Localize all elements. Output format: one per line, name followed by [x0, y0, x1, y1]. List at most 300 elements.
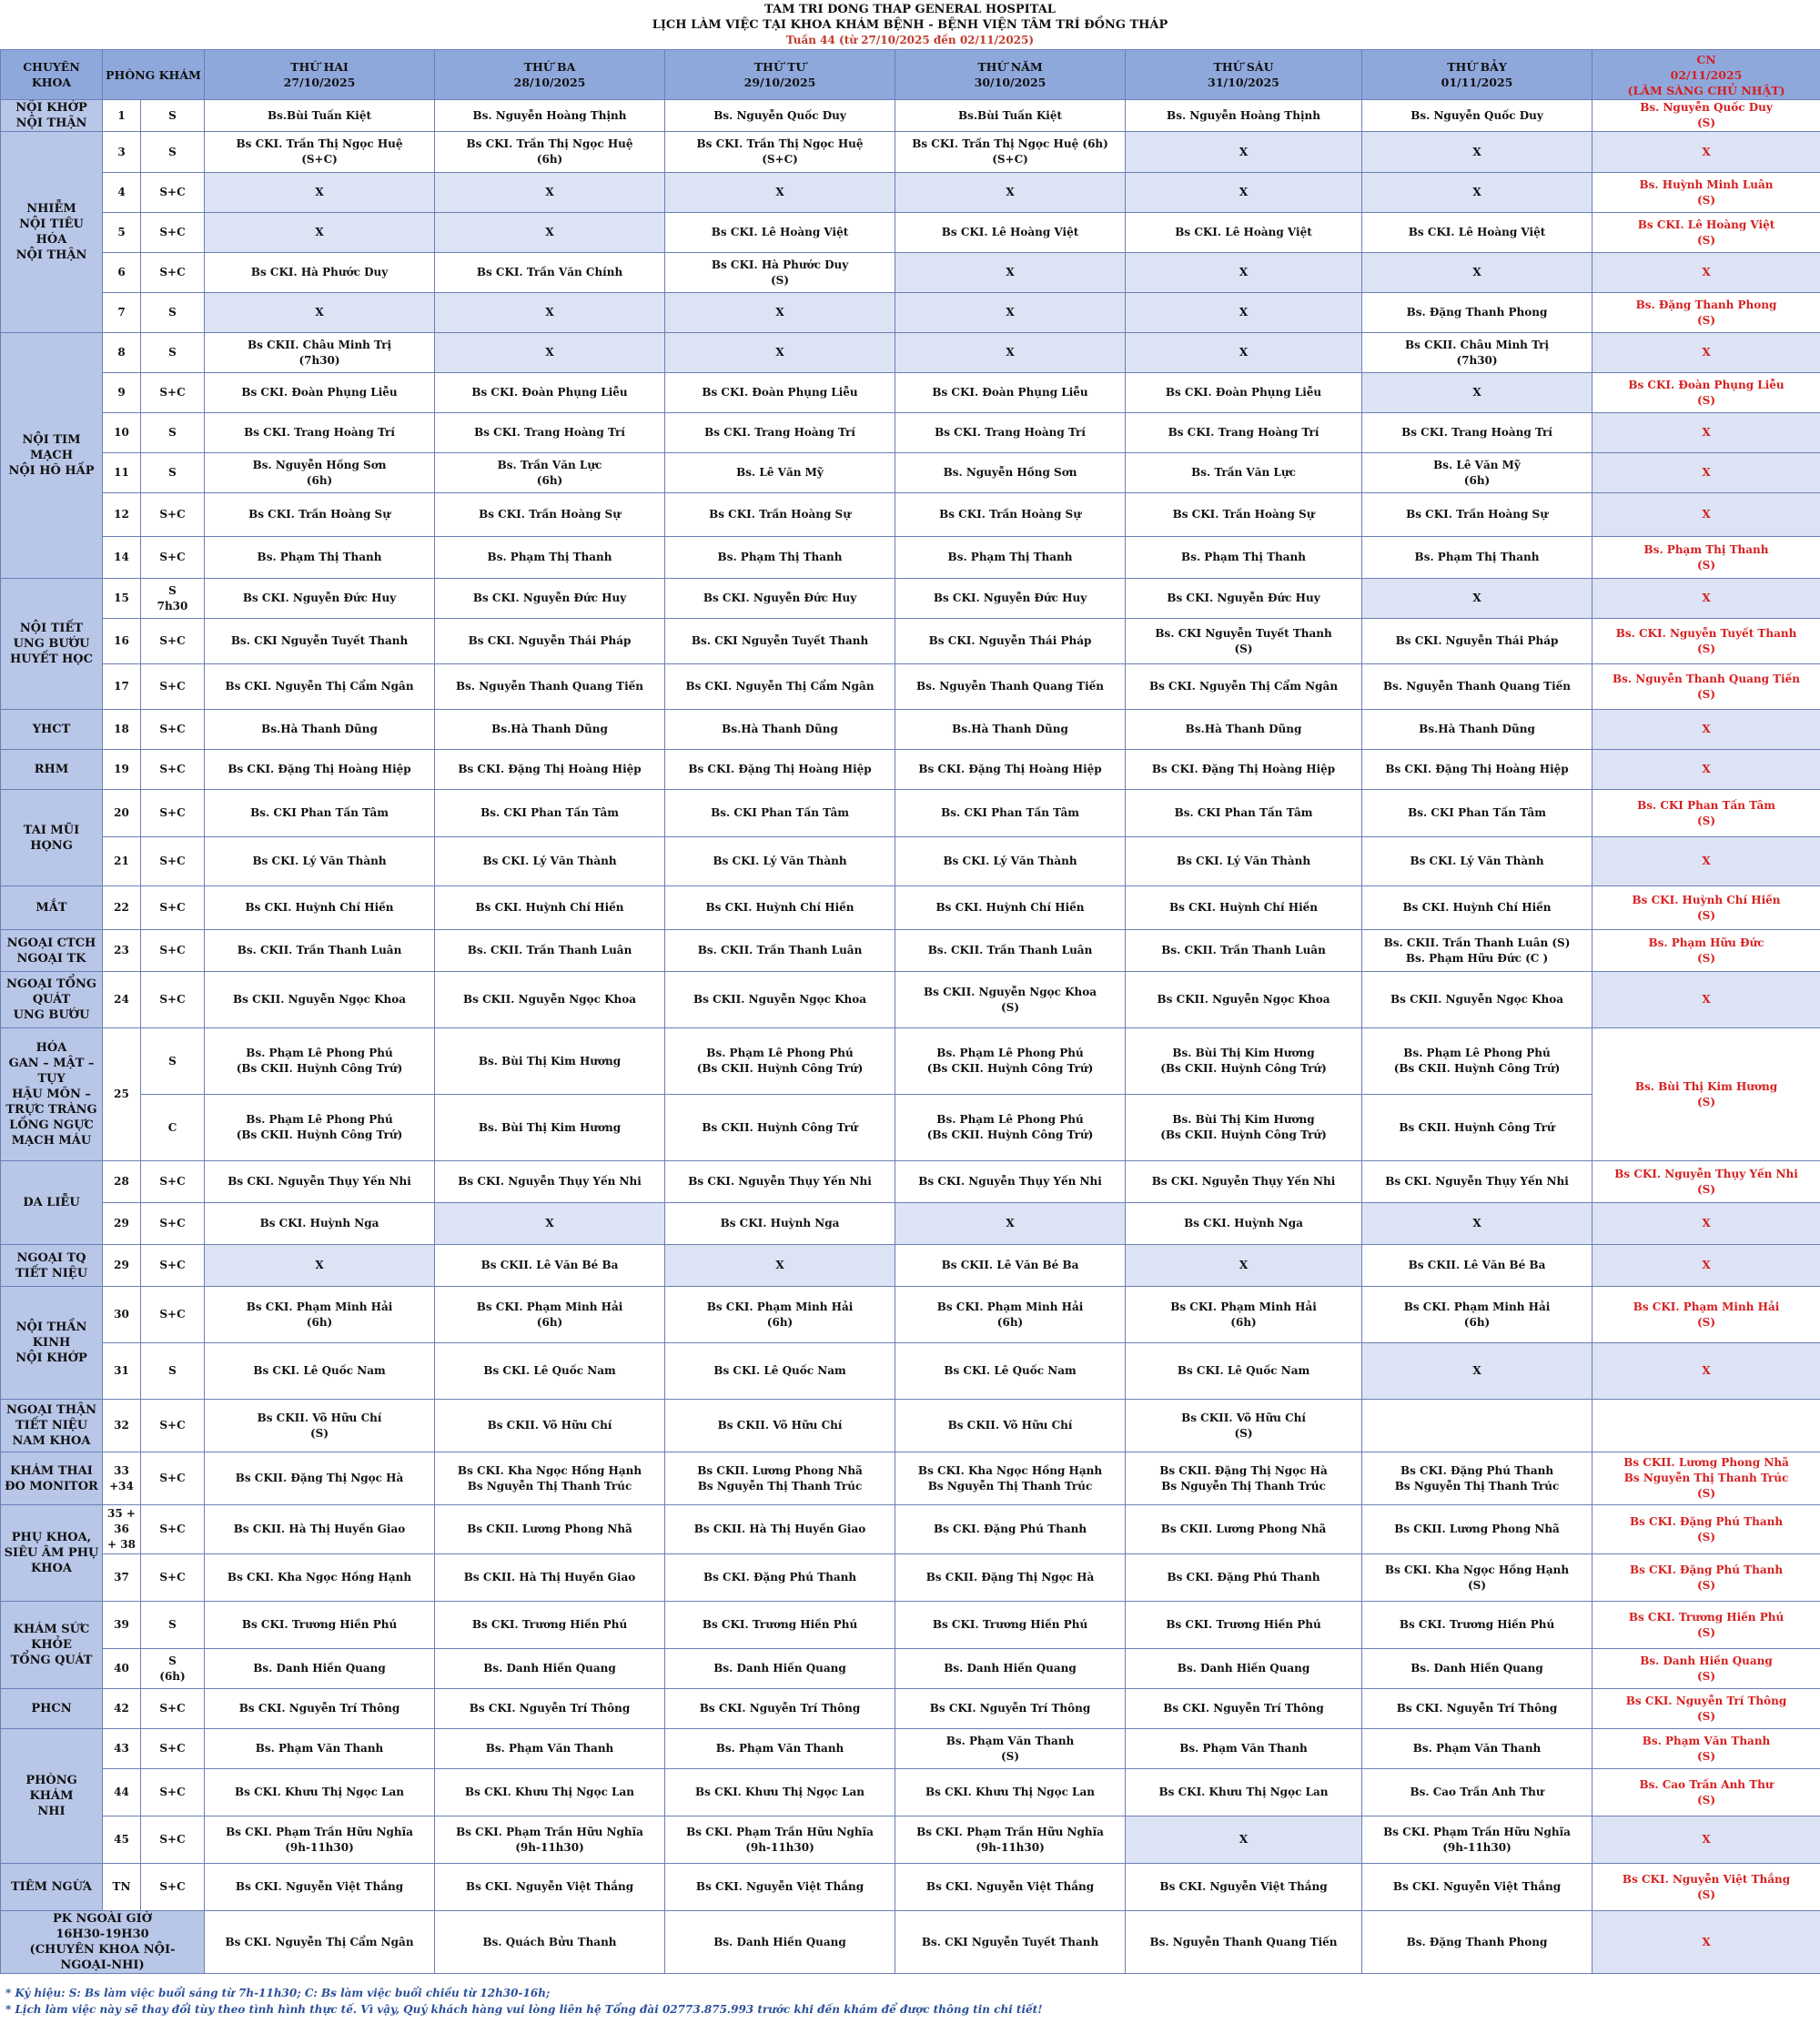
shift-cell: S+C [141, 537, 205, 579]
doctor-cell: Bs CKI. Trang Hoàng Trí [205, 413, 435, 453]
doctor-cell: Bs. Bùi Thị Kim Hương (Bs CKII. Huỳnh Công Trứ) [1126, 1095, 1362, 1161]
table-row [1, 1816, 1820, 1864]
doctor-cell: X [1126, 333, 1362, 373]
table-row [1, 664, 1820, 710]
room-number: 35 + 36 + 38 [103, 1505, 141, 1554]
doctor-cell: Bs. Phạm Lê Phong Phú (Bs CKII. Huỳnh Công Trứ) [1362, 1028, 1592, 1095]
doctor-cell: Bs CKII. Đặng Thị Ngọc Hà Bs Nguyễn Thị Thanh Trúc [1126, 1452, 1362, 1505]
sunday-doctor-cell: Bs CKI. Nguyễn Việt Thắng (S) [1592, 1864, 1820, 1911]
specialty-cell: HÓA GAN – MẬT – TỤY HẬU MÔN – TRỰC TRÀNG LỒNG NGỰC MẠCH MÁU [1, 1028, 103, 1161]
room-number: 3 [103, 132, 141, 173]
doctor-cell: Bs CKII. Nguyễn Ngọc Khoa [665, 972, 895, 1028]
doctor-cell: Bs. Bùi Thị Kim Hương [435, 1028, 665, 1095]
shift-cell: S+C [141, 790, 205, 837]
doctor-cell: Bs CKI. Đoàn Phụng Liễu [895, 373, 1126, 413]
doctor-cell: Bs CKI. Trần Hoàng Sự [665, 493, 895, 537]
room-header: PHÒNG KHÁM [103, 50, 205, 100]
sunday-doctor-cell: Bs CKI. Đặng Phú Thanh (S) [1592, 1554, 1820, 1602]
sunday-doctor-cell: Bs CKI. Nguyễn Thụy Yến Nhi (S) [1592, 1161, 1820, 1203]
sunday-doctor-cell: Bs CKI. Đoàn Phụng Liễu (S) [1592, 373, 1820, 413]
doctor-cell: X [1126, 132, 1362, 173]
doctor-cell: Bs. Phạm Văn Thanh [205, 1729, 435, 1769]
doctor-cell: Bs. Nguyễn Hồng Sơn (6h) [205, 453, 435, 493]
table-row [1, 619, 1820, 664]
doctor-cell: Bs. CKI Phan Tấn Tâm [665, 790, 895, 837]
doctor-cell: Bs CKII. Châu Minh Trị (7h30) [205, 333, 435, 373]
room-number: 45 [103, 1816, 141, 1864]
shift-cell: S+C [141, 1203, 205, 1245]
doctor-cell: Bs CKI. Huỳnh Chí Hiền [435, 886, 665, 930]
doctor-cell: Bs CKI. Trần Văn Chính [435, 253, 665, 293]
doctor-cell: Bs. CKI Phan Tấn Tâm [1362, 790, 1592, 837]
room-number: 30 [103, 1287, 141, 1343]
doctor-cell: Bs CKII. Lê Văn Bé Ba [895, 1245, 1126, 1287]
doctor-cell: X [665, 1245, 895, 1287]
doctor-cell: Bs. Nguyễn Thanh Quang Tiến [435, 664, 665, 710]
shift-cell: S+C [141, 173, 205, 213]
doctor-cell: Bs. Nguyễn Quốc Duy [1362, 100, 1592, 132]
room-number: 32 [103, 1400, 141, 1452]
room-number: 33 +34 [103, 1452, 141, 1505]
shift-cell: S+C [141, 972, 205, 1028]
doctor-cell: Bs CKI. Kha Ngọc Hồng Hạnh Bs Nguyễn Thị Thanh Trúc [895, 1452, 1126, 1505]
shift-cell: S+C [141, 750, 205, 790]
sunday-doctor-cell: X [1592, 333, 1820, 373]
specialty-header: CHUYÊN KHOA [1, 50, 103, 100]
doctor-cell: Bs CKII. Đặng Thị Ngọc Hà [205, 1452, 435, 1505]
room-number: 6 [103, 253, 141, 293]
specialty-cell: NGOẠI TQ TIẾT NIỆU [1, 1245, 103, 1287]
doctor-cell: Bs CKI. Phạm Trần Hữu Nghĩa (9h-11h30) [1362, 1816, 1592, 1864]
sunday-doctor-cell: X [1592, 1203, 1820, 1245]
doctor-cell: Bs CKI. Lý Văn Thành [665, 837, 895, 886]
specialty-cell: NGOẠI CTCH NGOẠI TK [1, 930, 103, 972]
doctor-cell: Bs CKI. Nguyễn Thị Cẩm Ngân [665, 664, 895, 710]
shift-cell: S+C [141, 1287, 205, 1343]
table-row [1, 537, 1820, 579]
sunday-doctor-cell: X [1592, 493, 1820, 537]
doctor-cell: Bs CKI. Khưu Thị Ngọc Lan [435, 1769, 665, 1816]
doctor-cell: Bs CKI. Nguyễn Việt Thắng [1126, 1864, 1362, 1911]
doctor-cell: Bs. Phạm Lê Phong Phú (Bs CKII. Huỳnh Công Trứ) [205, 1095, 435, 1161]
doctor-cell: Bs CKI. Nguyễn Trí Thông [1362, 1689, 1592, 1729]
doctor-cell: Bs CKI. Huỳnh Nga [1126, 1203, 1362, 1245]
sunday-doctor-cell: Bs CKI. Lê Hoàng Việt (S) [1592, 213, 1820, 253]
doctor-cell: Bs. CKI Phan Tấn Tâm [435, 790, 665, 837]
week-range: Tuần 44 (từ 27/10/2025 đến 02/11/2025) [785, 34, 1035, 46]
doctor-cell: Bs. Nguyễn Hoàng Thịnh [1126, 100, 1362, 132]
doctor-cell: X [1126, 253, 1362, 293]
doctor-cell: Bs. Danh Hiền Quang [435, 1649, 665, 1689]
doctor-cell: Bs CKII. Nguyễn Ngọc Khoa [205, 972, 435, 1028]
doctor-cell: Bs CKII. Võ Hữu Chí (S) [1126, 1400, 1362, 1452]
specialty-cell: PK NGOÀI GIỜ 16H30-19H30 (CHUYÊN KHOA NỘI- NGOẠI-NHI) [1, 1911, 205, 1974]
sunday-doctor-cell: Bs. Nguyễn Quốc Duy (S) [1592, 100, 1820, 132]
doctor-cell: Bs CKI. Lê Quốc Nam [205, 1343, 435, 1400]
shift-cell: S [141, 100, 205, 132]
doctor-cell: Bs. Trần Văn Lực (6h) [435, 453, 665, 493]
doctor-cell: Bs. Nguyễn Hoàng Thịnh [435, 100, 665, 132]
sunday-doctor-cell: X [1592, 1343, 1820, 1400]
doctor-cell: Bs.Hà Thanh Dũng [1126, 710, 1362, 750]
doctor-cell: Bs CKI. Phạm Minh Hải (6h) [895, 1287, 1126, 1343]
schedule-title: LỊCH LÀM VIỆC TẠI KHOA KHÁM BỆNH - BỆNH VIỆN TÂM TRÍ ĐỒNG THÁP [652, 18, 1168, 32]
doctor-cell: Bs. Danh Hiền Quang [665, 1911, 895, 1974]
doctor-cell: Bs CKI. Lý Văn Thành [205, 837, 435, 886]
doctor-cell: Bs CKI. Đoàn Phụng Liễu [435, 373, 665, 413]
doctor-cell: Bs. Cao Trần Anh Thư [1362, 1769, 1592, 1816]
doctor-cell: Bs CKI. Lê Hoàng Việt [1126, 213, 1362, 253]
doctor-cell: X [665, 293, 895, 333]
doctor-cell: X [205, 293, 435, 333]
doctor-cell: X [1362, 1343, 1592, 1400]
sunday-doctor-cell: Bs CKI. Đặng Phú Thanh (S) [1592, 1505, 1820, 1554]
room-number: 17 [103, 664, 141, 710]
sunday-doctor-cell: X [1592, 1245, 1820, 1287]
table-row [1, 453, 1820, 493]
table-row [1, 1505, 1820, 1554]
sunday-doctor-cell: Bs. Huỳnh Minh Luân (S) [1592, 173, 1820, 213]
doctor-cell: Bs.Bùi Tuấn Kiệt [895, 100, 1126, 132]
day-header: THỨ TƯ 29/10/2025 [665, 50, 895, 100]
table-row [1, 972, 1820, 1028]
doctor-cell: Bs CKI. Trương Hiền Phú [1126, 1602, 1362, 1649]
specialty-cell: NỘI THẦN KINH NỘI KHỚP [1, 1287, 103, 1400]
shift-cell: S+C [141, 213, 205, 253]
footer-notes [0, 1974, 1820, 2018]
doctor-cell: Bs CKI. Đặng Thị Hoàng Hiệp [205, 750, 435, 790]
doctor-cell: Bs CKI. Nguyễn Việt Thắng [895, 1864, 1126, 1911]
doctor-cell: Bs CKI. Đặng Thị Hoàng Hiệp [1362, 750, 1592, 790]
shift-cell: S+C [141, 373, 205, 413]
doctor-cell: Bs CKII. Lương Phong Nhã Bs Nguyễn Thị Thanh Trúc [665, 1452, 895, 1505]
doctor-cell: Bs CKI. Huỳnh Chí Hiền [665, 886, 895, 930]
doctor-cell: Bs CKI. Huỳnh Chí Hiền [1362, 886, 1592, 930]
table-row [1, 1554, 1820, 1602]
doctor-cell: Bs.Hà Thanh Dũng [205, 710, 435, 750]
sunday-doctor-cell: X [1592, 1816, 1820, 1864]
shift-cell: S+C [141, 1245, 205, 1287]
doctor-cell: Bs CKII. Võ Hữu Chí [435, 1400, 665, 1452]
specialty-cell: DA LIỄU [1, 1161, 103, 1245]
sunday-doctor-cell: X [1592, 972, 1820, 1028]
shift-cell: S+C [141, 1816, 205, 1864]
doctor-cell: X [205, 1245, 435, 1287]
doctor-cell: Bs CKII. Hà Thị Huyền Giao [205, 1505, 435, 1554]
table-row [1, 1649, 1820, 1689]
doctor-cell: Bs. CKI Phan Tấn Tâm [205, 790, 435, 837]
doctor-cell: Bs. Danh Hiền Quang [205, 1649, 435, 1689]
doctor-cell: Bs.Hà Thanh Dũng [665, 710, 895, 750]
doctor-cell: Bs CKI. Trang Hoàng Trí [435, 413, 665, 453]
doctor-cell: Bs CKI. Trương Hiền Phú [895, 1602, 1126, 1649]
doctor-cell: Bs. Nguyễn Thanh Quang Tiến [1362, 664, 1592, 710]
doctor-cell: Bs. Phạm Lê Phong Phú (Bs CKII. Huỳnh Công Trứ) [205, 1028, 435, 1095]
shift-cell: S+C [141, 664, 205, 710]
doctor-cell: Bs CKI. Nguyễn Việt Thắng [1362, 1864, 1592, 1911]
doctor-cell: Bs. Phạm Văn Thanh (S) [895, 1729, 1126, 1769]
doctor-cell: Bs CKI. Phạm Minh Hải (6h) [1126, 1287, 1362, 1343]
doctor-cell: Bs CKI. Nguyễn Thụy Yến Nhi [665, 1161, 895, 1203]
room-number: 42 [103, 1689, 141, 1729]
doctor-cell: Bs CKI. Phạm Trần Hữu Nghĩa (9h-11h30) [435, 1816, 665, 1864]
doctor-cell: Bs CKI. Nguyễn Đức Huy [895, 579, 1126, 619]
day-header: THỨ NĂM 30/10/2025 [895, 50, 1126, 100]
doctor-cell: Bs. Danh Hiền Quang [1362, 1649, 1592, 1689]
doctor-cell: Bs CKII. Võ Hữu Chí [665, 1400, 895, 1452]
sunday-doctor-cell: Bs. Phạm Hữu Đức (S) [1592, 930, 1820, 972]
room-number: 23 [103, 930, 141, 972]
table-row [1, 1161, 1820, 1203]
doctor-cell: Bs. CKII. Trần Thanh Luân [205, 930, 435, 972]
table-row [1, 710, 1820, 750]
doctor-cell: Bs CKI. Hà Phước Duy [205, 253, 435, 293]
doctor-cell: Bs CKI. Nguyễn Đức Huy [435, 579, 665, 619]
specialty-cell: NỘI KHỚP NỘI THẬN [1, 100, 103, 132]
shift-cell: S [141, 333, 205, 373]
doctor-cell: Bs CKI. Nguyễn Đức Huy [1126, 579, 1362, 619]
sunday-doctor-cell: Bs. Danh Hiền Quang (S) [1592, 1649, 1820, 1689]
doctor-cell: Bs CKI. Đặng Thị Hoàng Hiệp [435, 750, 665, 790]
doctor-cell: Bs CKI. Trần Hoàng Sự [205, 493, 435, 537]
shift-cell: S [141, 1028, 205, 1095]
doctor-cell: Bs. CKI Phan Tấn Tâm [1126, 790, 1362, 837]
doctor-cell: Bs CKI. Lê Quốc Nam [665, 1343, 895, 1400]
doctor-cell: Bs CKI. Trần Thị Ngọc Huệ (6h) [435, 132, 665, 173]
specialty-cell: KHÁM SỨC KHỎE TỔNG QUÁT [1, 1602, 103, 1689]
doctor-cell: X [895, 333, 1126, 373]
doctor-cell: Bs CKI. Lê Quốc Nam [1126, 1343, 1362, 1400]
table-row [1, 253, 1820, 293]
doctor-cell: Bs. CKII. Trần Thanh Luân (S) Bs. Phạm Hữu Đức (C ) [1362, 930, 1592, 972]
doctor-cell: Bs CKII. Lương Phong Nhã [435, 1505, 665, 1554]
doctor-cell: Bs CKI. Đặng Phú Thanh [1126, 1554, 1362, 1602]
doctor-cell: Bs CKII. Nguyễn Ngọc Khoa [435, 972, 665, 1028]
legend-note: * Ký hiệu: S: Bs làm việc buổi sáng từ 7h-11h30; C: Bs làm việc buổi chiều từ 12h30-16h; [5, 1987, 551, 1999]
table-row [1, 293, 1820, 333]
doctor-cell: Bs. Phạm Thị Thanh [435, 537, 665, 579]
specialty-cell: NỘI TIẾT UNG BƯỚU HUYẾT HỌC [1, 579, 103, 710]
room-number: 20 [103, 790, 141, 837]
sunday-doctor-cell: X [1592, 132, 1820, 173]
doctor-cell: Bs. Phạm Văn Thanh [435, 1729, 665, 1769]
doctor-cell: Bs CKI. Huỳnh Nga [665, 1203, 895, 1245]
room-number: 44 [103, 1769, 141, 1816]
sunday-doctor-cell: Bs CKI. Trương Hiền Phú (S) [1592, 1602, 1820, 1649]
shift-cell: S+C [141, 1505, 205, 1554]
specialty-cell: YHCT [1, 710, 103, 750]
disclaimer-note: * Lịch làm việc này sẽ thay đổi tùy theo tình hình thực tế. Vì vậy, Quý khách hàng vui lòng liên hệ Tổng đài 02773.875.993 trước khi đến khám để được thông tin chi tiết! [5, 2003, 1043, 2016]
doctor-cell: Bs CKI. Nguyễn Thị Cẩm Ngân [1126, 664, 1362, 710]
room-number: 29 [103, 1203, 141, 1245]
sunday-doctor-cell: X [1592, 750, 1820, 790]
doctor-cell: Bs CKII. Võ Hữu Chí (S) [205, 1400, 435, 1452]
doctor-cell: Bs. Trần Văn Lực [1126, 453, 1362, 493]
doctor-cell: Bs CKI. Nguyễn Thụy Yến Nhi [205, 1161, 435, 1203]
doctor-cell: X [435, 333, 665, 373]
room-number: 14 [103, 537, 141, 579]
doctor-cell: Bs CKI. Phạm Minh Hải (6h) [435, 1287, 665, 1343]
doctor-cell: X [1362, 253, 1592, 293]
doctor-cell: Bs CKI. Nguyễn Trí Thông [435, 1689, 665, 1729]
day-header: THỨ BA 28/10/2025 [435, 50, 665, 100]
doctor-cell: Bs CKII. Lê Văn Bé Ba [1362, 1245, 1592, 1287]
shift-cell: S+C [141, 710, 205, 750]
doctor-cell: Bs CKI. Đặng Thị Hoàng Hiệp [895, 750, 1126, 790]
doctor-cell: Bs. Nguyễn Thanh Quang Tiến [1126, 1911, 1362, 1974]
doctor-cell: Bs CKI. Lê Hoàng Việt [665, 213, 895, 253]
shift-cell: S+C [141, 253, 205, 293]
doctor-cell: Bs CKI. Nguyễn Thụy Yến Nhi [1362, 1161, 1592, 1203]
room-number: 12 [103, 493, 141, 537]
doctor-cell: Bs. Phạm Văn Thanh [1126, 1729, 1362, 1769]
doctor-cell: X [895, 173, 1126, 213]
doctor-cell: Bs. Phạm Văn Thanh [1362, 1729, 1592, 1769]
shift-cell: S [141, 413, 205, 453]
room-number: 29 [103, 1245, 141, 1287]
doctor-cell: Bs CKI. Kha Ngọc Hồng Hạnh [205, 1554, 435, 1602]
sunday-doctor-cell: Bs CKI. Nguyễn Trí Thông (S) [1592, 1689, 1820, 1729]
doctor-cell: X [1126, 173, 1362, 213]
doctor-cell: Bs CKI. Lý Văn Thành [435, 837, 665, 886]
doctor-cell: Bs CKII. Nguyễn Ngọc Khoa (S) [895, 972, 1126, 1028]
specialty-cell: NGOẠI THẬN TIẾT NIỆU NAM KHOA [1, 1400, 103, 1452]
doctor-cell: Bs CKI. Phạm Trần Hữu Nghĩa (9h-11h30) [205, 1816, 435, 1864]
sunday-doctor-cell: Bs. Bùi Thị Kim Hương (S) [1592, 1028, 1820, 1161]
table-row [1, 1028, 1820, 1095]
doctor-cell: Bs CKII. Huỳnh Công Trứ [665, 1095, 895, 1161]
doctor-cell: Bs CKI. Huỳnh Chí Hiền [895, 886, 1126, 930]
doctor-cell: Bs CKI. Nguyễn Trí Thông [665, 1689, 895, 1729]
doctor-cell: Bs CKI. Huỳnh Chí Hiền [1126, 886, 1362, 930]
doctor-cell: Bs CKI. Khưu Thị Ngọc Lan [895, 1769, 1126, 1816]
doctor-cell: Bs CKII. Châu Minh Trị (7h30) [1362, 333, 1592, 373]
shift-cell: S+C [141, 1452, 205, 1505]
doctor-cell: Bs CKI. Lê Quốc Nam [435, 1343, 665, 1400]
specialty-cell: RHM [1, 750, 103, 790]
doctor-cell: Bs CKI. Trương Hiền Phú [1362, 1602, 1592, 1649]
doctor-cell: Bs CKI. Lê Quốc Nam [895, 1343, 1126, 1400]
page-header [0, 0, 1820, 49]
shift-cell: S+C [141, 930, 205, 972]
doctor-cell: Bs CKI. Nguyễn Đức Huy [205, 579, 435, 619]
room-number: 4 [103, 173, 141, 213]
specialty-cell: PHỤ KHOA, SIÊU ÂM PHỤ KHOA [1, 1505, 103, 1602]
specialty-cell: TIÊM NGỪA [1, 1864, 103, 1911]
doctor-cell: X [1362, 579, 1592, 619]
shift-cell: S+C [141, 1400, 205, 1452]
doctor-cell: Bs. Đặng Thanh Phong [1362, 1911, 1592, 1974]
doctor-cell: Bs. CKI Nguyễn Tuyết Thanh [205, 619, 435, 664]
doctor-cell: X [1126, 293, 1362, 333]
shift-cell: S [141, 1602, 205, 1649]
doctor-cell: Bs CKI. Đoàn Phụng Liễu [205, 373, 435, 413]
shift-cell: S+C [141, 1161, 205, 1203]
shift-cell: S+C [141, 1864, 205, 1911]
specialty-cell: KHÁM THAI ĐO MONITOR [1, 1452, 103, 1505]
doctor-cell: X [895, 1203, 1126, 1245]
doctor-cell: X [205, 173, 435, 213]
sunday-doctor-cell: Bs CKI. Huỳnh Chí Hiền (S) [1592, 886, 1820, 930]
doctor-cell: Bs CKI. Khưu Thị Ngọc Lan [205, 1769, 435, 1816]
hospital-name: TAM TRI DONG THAP GENERAL HOSPITAL [764, 3, 1056, 16]
sunday-doctor-cell [1592, 1400, 1820, 1452]
doctor-cell: Bs CKI. Phạm Trần Hữu Nghĩa (9h-11h30) [895, 1816, 1126, 1864]
doctor-cell: Bs CKI. Lý Văn Thành [1126, 837, 1362, 886]
doctor-cell [1362, 1400, 1592, 1452]
doctor-cell: Bs.Hà Thanh Dũng [895, 710, 1126, 750]
room-number: 25 [103, 1028, 141, 1161]
doctor-cell: Bs CKI. Lê Hoàng Việt [895, 213, 1126, 253]
doctor-cell: Bs CKI. Đặng Thị Hoàng Hiệp [1126, 750, 1362, 790]
day-header: THỨ SÁU 31/10/2025 [1126, 50, 1362, 100]
day-header: THỨ HAI 27/10/2025 [205, 50, 435, 100]
doctor-cell: Bs. Danh Hiền Quang [1126, 1649, 1362, 1689]
room-number: 16 [103, 619, 141, 664]
doctor-cell: Bs CKI. Khưu Thị Ngọc Lan [1126, 1769, 1362, 1816]
table-row [1, 886, 1820, 930]
doctor-cell: Bs CKI. Nguyễn Thị Cẩm Ngân [205, 1911, 435, 1974]
doctor-cell: Bs. CKI Nguyễn Tuyết Thanh [895, 1911, 1126, 1974]
room-number: 5 [103, 213, 141, 253]
doctor-cell: Bs CKI. Đặng Phú Thanh [895, 1505, 1126, 1554]
table-row [1, 1452, 1820, 1505]
day-header: CN 02/11/2025 (LÂM SÀNG CHỦ NHẬT) [1592, 50, 1820, 100]
table-row [1, 837, 1820, 886]
doctor-cell: Bs CKI. Lý Văn Thành [1362, 837, 1592, 886]
table-row [1, 1095, 1820, 1161]
doctor-cell: Bs CKI. Trang Hoàng Trí [1362, 413, 1592, 453]
doctor-cell: Bs CKI. Trương Hiền Phú [205, 1602, 435, 1649]
doctor-cell: Bs. Bùi Thị Kim Hương (Bs CKII. Huỳnh Công Trứ) [1126, 1028, 1362, 1095]
doctor-cell: Bs CKI. Khưu Thị Ngọc Lan [665, 1769, 895, 1816]
table-row [1, 1602, 1820, 1649]
room-number: 9 [103, 373, 141, 413]
doctor-cell: Bs CKI. Huỳnh Nga [205, 1203, 435, 1245]
doctor-cell: Bs. CKII. Trần Thanh Luân [1126, 930, 1362, 972]
doctor-cell: Bs CKI. Đặng Phú Thanh Bs Nguyễn Thị Thanh Trúc [1362, 1452, 1592, 1505]
doctor-cell: Bs. CKII. Trần Thanh Luân [665, 930, 895, 972]
sunday-doctor-cell: X [1592, 579, 1820, 619]
shift-cell: S+C [141, 837, 205, 886]
doctor-cell: Bs. Danh Hiền Quang [665, 1649, 895, 1689]
doctor-cell: Bs CKI. Phạm Minh Hải (6h) [1362, 1287, 1592, 1343]
sunday-doctor-cell: Bs. CKI Phan Tấn Tâm (S) [1592, 790, 1820, 837]
doctor-cell: Bs. Quách Bửu Thanh [435, 1911, 665, 1974]
doctor-cell: X [435, 213, 665, 253]
specialty-cell: NỘI TIM MẠCH NỘI HÔ HẤP [1, 333, 103, 579]
room-number: 8 [103, 333, 141, 373]
doctor-cell: Bs CKI. Trang Hoàng Trí [1126, 413, 1362, 453]
room-number: 37 [103, 1554, 141, 1602]
doctor-cell: Bs CKII. Đặng Thị Ngọc Hà [895, 1554, 1126, 1602]
doctor-cell: Bs CKI. Lý Văn Thành [895, 837, 1126, 886]
shift-cell: S [141, 453, 205, 493]
doctor-cell: Bs. Bùi Thị Kim Hương [435, 1095, 665, 1161]
doctor-cell: Bs CKI. Trần Thị Ngọc Huệ (S+C) [205, 132, 435, 173]
table-row [1, 213, 1820, 253]
doctor-cell: Bs CKI. Nguyễn Việt Thắng [205, 1864, 435, 1911]
doctor-cell: Bs. Lê Văn Mỹ [665, 453, 895, 493]
doctor-cell: Bs CKI. Trần Hoàng Sự [435, 493, 665, 537]
doctor-cell: Bs CKI. Kha Ngọc Hồng Hạnh (S) [1362, 1554, 1592, 1602]
shift-cell: S [141, 132, 205, 173]
doctor-cell: Bs. Danh Hiền Quang [895, 1649, 1126, 1689]
table-row [1, 1729, 1820, 1769]
doctor-cell: X [1362, 373, 1592, 413]
room-number: 22 [103, 886, 141, 930]
sunday-doctor-cell: Bs CKI. Phạm Minh Hải (S) [1592, 1287, 1820, 1343]
